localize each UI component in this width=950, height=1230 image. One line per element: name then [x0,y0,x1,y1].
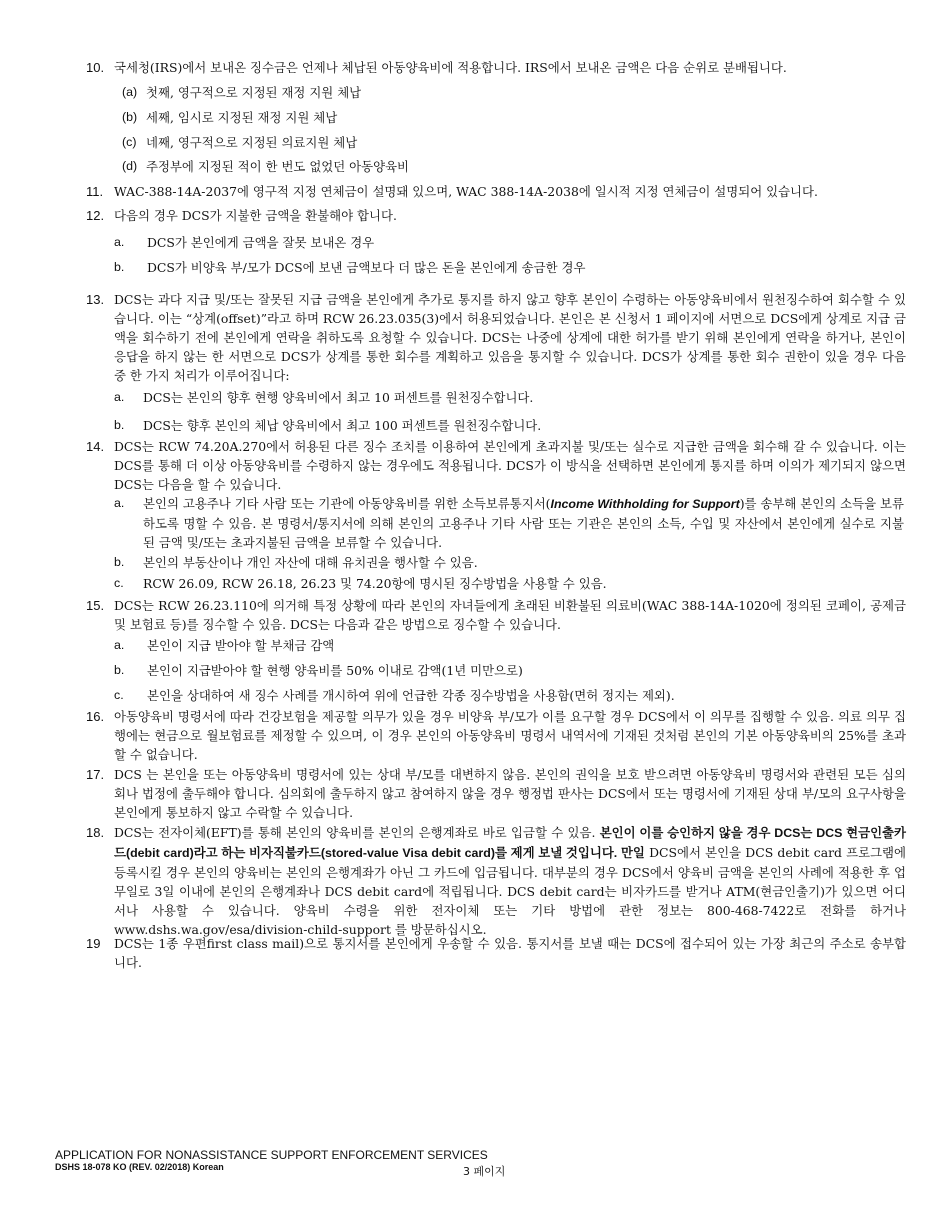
list-item-12 [86,206,906,225]
sub-label: c. [114,688,124,702]
sub-item [114,233,904,252]
form-id: DSHS 18-078 KO (REV. 02/2018) Korean [55,1162,224,1172]
sub-item [114,553,904,572]
sub-item [114,416,904,435]
sub-text: 본인을 상대하여 새 징수 사례를 개시하여 위에 언급한 각종 징수방법을 사용함(면허 정지는 제외). [147,688,675,703]
sub-label: (d) [122,159,138,173]
item-text: DCS는 1종 우편first class mail)으로 통지서를 본인에게 우송할 수 있음. 통지서를 보낼 때는 DCS에 접수되어 있는 가장 최근의 주소로 송부합니다. [114,936,906,970]
item-number: 17. [86,767,105,782]
item-text: 국세청(IRS)에서 보내온 징수금은 언제나 체납된 아동양육비에 적용합니다. IRS에서 보내온 금액은 다음 순위로 분배됩니다. [114,60,787,75]
page-number: 3 페이지 [463,1165,506,1178]
sub-text: 본인의 고용주나 기타 사람 또는 기관에 아동양육비를 위한 소득보류통지서(Income Withholding for Support)를 송부해 본인의 소득을 보류하도록 명할 수 있음. 본 명령서/통지서에 의해 본인의 고용주나 기타 사람 또는 기관은 본인의 소득, 수입 및 자산에서 본인에게 실수로 지불된 금액 및/또는 초과지불된 금액을 보류할 수 있습니다. [143,496,904,550]
sub-text: 본인이 지급받아야 할 현행 양육비를 50% 이내로 감액(1년 미만으로) [147,663,523,678]
item-text: DCS는 RCW 26.23.110에 의거해 특정 상황에 따라 본인의 자녀들에게 초래된 비환불된 의료비(WAC 388-14A-1020에 정의된 코페이, 공제금 및 보험료 등)를 징수할 수 있음. DCS는 다음과 같은 방법으로 징수할 수 있습니다. [114,598,906,632]
sub-item [114,258,904,277]
sub-label: a. [114,496,125,510]
sub-item [114,636,904,655]
sub-label: b. [114,418,125,432]
list-item-19 [86,934,906,972]
sub-label: a. [114,235,125,249]
item-text: 아동양육비 명령서에 따라 건강보험을 제공할 의무가 있을 경우 비양육 부/모가 이를 요구할 경우 DCS에서 이 의무를 집행할 수 있음. 의료 의무 집행에는 현금으로 월보험료를 제정할 수 있으며, 이 경우 본인의 아동양육비 명령서 내역서에 기재된 것처럼 본인의 기본 아동양육비의 25%를 초과할 수 없습니다. [114,709,906,762]
item-number: 16. [86,709,105,724]
list-item-14 [86,437,906,494]
sub-label: a. [114,390,125,404]
item-text: DCS는 과다 지급 및/또는 잘못된 지급 금액을 본인에게 추가로 통지를 하지 않고 향후 본인이 수령하는 아동양육비에서 원천징수하여 회수할 수 있습니다. 이는 “상계(offset)”라고 하며 RCW 26.23.035(3)에서 허용되었습니다. 본인은 본 신청서 1 페이지에 서면으로 DCS에게 상계로 지급 금액을 회수하기 전에 본인에게 연락을 취하도록 요청할 수 있습니다. DCS는 나중에 상계에 대한 허가를 받기 위해 본인에게 연락을 하거나, 본인이 응답을 하지 않는 한 서면으로 DCS가 상계를 통한 회수를 계획하고 있음을 통지할 수 있습니다. DCS가 상계를 통한 회수 권한이 있을 경우 다음 중 한 가지 처리가 이루어집니다: [114,292,906,383]
form-title: APPLICATION FOR NONASSISTANCE SUPPORT ENFORCEMENT SERVICES [55,1148,488,1162]
sub-label: (a) [122,85,138,99]
sub-item [122,108,902,127]
sub-label: a. [114,638,125,652]
sub-label: c. [114,576,124,590]
sub-text: 본인이 지급 받아야 할 부채금 감액 [147,638,335,653]
sub-item [114,661,904,680]
item-number: 13. [86,292,105,307]
list-item-18 [86,823,906,939]
item-number: 15. [86,598,105,613]
sub-item [114,574,904,593]
list-item-17 [86,765,906,822]
item-number: 11. [86,184,104,199]
sub-text: DCS가 비양육 부/모가 DCS에 보낸 금액보다 더 많은 돈을 본인에게 송금한 경우 [147,260,586,275]
sub-text: DCS가 본인에게 금액을 잘못 보내온 경우 [147,235,375,250]
sub-text: DCS는 향후 본인의 체납 양육비에서 최고 100 퍼센트를 원천징수합니다. [143,418,542,433]
sub-text: 주정부에 지정된 적이 한 번도 없었던 아동양육비 [146,159,410,174]
sub-label: (b) [122,110,138,124]
sub-item [122,133,902,152]
sub-label: (c) [122,135,137,149]
list-item-13 [86,290,906,385]
sub-label: b. [114,555,125,569]
sub-item [114,494,904,552]
sub-item [122,157,902,176]
sub-text: DCS는 본인의 향후 현행 양육비에서 최고 10 퍼센트를 원천징수합니다. [143,390,534,405]
list-item-10 [86,58,906,77]
item-text: DCS는 전자이체(EFT)를 통해 본인의 양육비를 본인의 은행계좌로 바로 입금할 수 있음. 본인이 이를 승인하지 않을 경우 DCS는 DCS 현금인출카드(debit card)라고 하는 비자직불카드(stored-value Visa debit card)를 제게 보낼 것입니다. 만일 DCS에서 본인을 DCS debit card 프로그램에 등록시킬 경우 본인의 양육비는 본인의 은행계좌가 아닌 그 카드에 입금됩니다. 대부분의 경우 DCS에서 양육비 금액을 본인의 사례에 적용한 후 업무일로 3일 이내에 본인의 은행계좌나 DCS debit card에 적립됩니다. DCS debit card는 비자카드를 받거나 ATM(현금인출기)가 있으면 어디서나 사용할 수 있습니다. 양육비 수령을 위한 전자이체 또는 기타 방법에 관한 정보는 800-468-7422로 전화를 하거나 www.dshs.wa.gov/esa/division-child-support 를 방문하십시오. [114,825,906,937]
sub-text: 네째, 영구적으로 지정된 의료지원 체납 [146,135,358,150]
item-text: WAC-388-14A-2037에 영구적 지정 연체금이 설명돼 있으며, WAC 388-14A-2038에 일시적 지정 연체금이 설명되어 있습니다. [114,184,818,199]
item-text: DCS 는 본인을 또는 아동양육비 명령서에 있는 상대 부/모를 대변하지 않음. 본인의 권익을 보호 받으려면 아동양육비 명령서와 관련된 모든 심의회나 법정에 출두해야 합니다. 심의회에 출두하지 않고 참여하지 않을 경우 행정법 판사는 DCS에서 또는 명령서에 기재된 상대 부/모의 요구사항을 본인에게 통보하지 않고 수락할 수 있습니다. [114,767,906,820]
item-number: 12. [86,208,105,223]
sub-text: 첫째, 영구적으로 지정된 재정 지원 체납 [146,85,362,100]
list-item-16 [86,707,906,764]
item-number: 14. [86,439,105,454]
item-text: 다음의 경우 DCS가 지불한 금액을 환불해야 합니다. [114,208,397,223]
list-item-15 [86,596,906,634]
sub-text: 세째, 임시로 지정된 재정 지원 체납 [146,110,338,125]
sub-label: b. [114,663,125,677]
sub-item [114,686,904,705]
item-number: 10. [86,60,105,75]
sub-item [122,83,902,102]
item-number: 19 [86,936,101,951]
item-number: 18. [86,825,105,840]
sub-label: b. [114,260,125,274]
item-text: DCS는 RCW 74.20A.270에서 허용된 다른 징수 조치를 이용하여 본인에게 초과지불 및/또는 실수로 지급한 금액을 회수해 갈 수 있습니다. 이는 DCS를 통해 더 이상 아동양육비를 수령하지 않는 경우에도 적용됩니다. DCS가 이 방식을 선택하면 본인에게 통지를 하며 이의가 제기되지 않으면 DCS는 다음을 할 수 있습니다. [114,439,907,492]
sub-text: 본인의 부동산이나 개인 자산에 대해 유치권을 행사할 수 있음. [143,555,478,570]
sub-item [114,388,904,407]
list-item-11 [86,182,906,201]
sub-text: RCW 26.09, RCW 26.18, 26.23 및 74.20항에 명시된 징수방법을 사용할 수 있음. [143,576,607,591]
